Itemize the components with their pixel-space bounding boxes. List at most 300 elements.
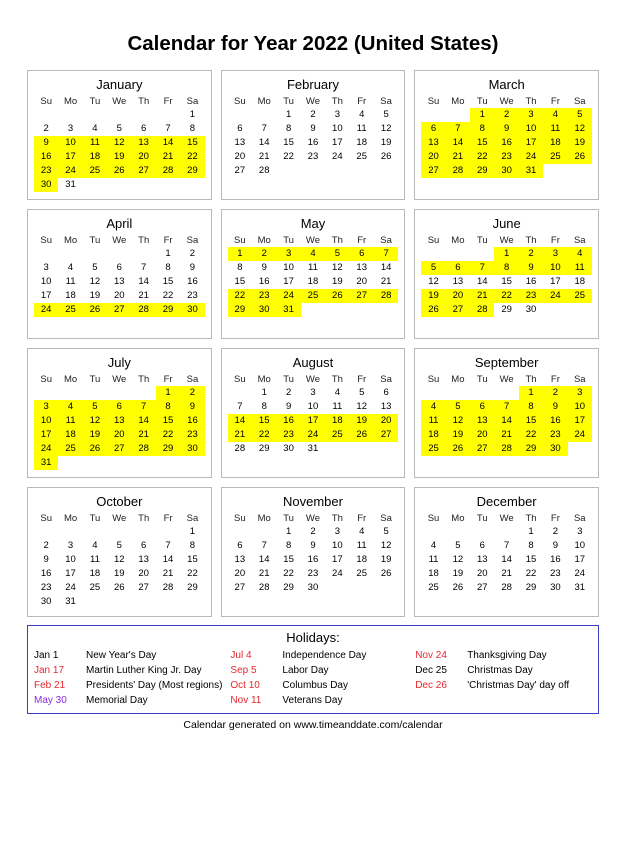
day-cell[interactable]: 5	[83, 400, 107, 414]
day-cell[interactable]: 28	[156, 164, 180, 178]
day-cell[interactable]: 31	[519, 164, 543, 178]
day-cell[interactable]: 27	[132, 164, 156, 178]
day-cell[interactable]: 30	[34, 178, 58, 192]
day-cell[interactable]: 10	[283, 262, 294, 273]
day-cell[interactable]: 9	[552, 540, 559, 551]
day-cell[interactable]: 4	[430, 540, 437, 551]
day-cell[interactable]: 16	[180, 414, 204, 428]
day-cell[interactable]: 8	[156, 400, 180, 414]
day-cell[interactable]: 5	[325, 247, 349, 261]
day-cell[interactable]: 11	[332, 401, 343, 412]
day-cell[interactable]: 16	[307, 554, 319, 565]
day-cell[interactable]: 10	[543, 261, 567, 275]
day-cell[interactable]: 23	[40, 582, 52, 593]
day-cell[interactable]: 30	[525, 304, 537, 315]
day-cell[interactable]: 4	[421, 400, 445, 414]
day-cell[interactable]: 30	[543, 442, 567, 456]
day-cell[interactable]: 23	[519, 289, 543, 303]
day-cell[interactable]: 7	[261, 123, 267, 134]
day-cell[interactable]: 4	[301, 247, 325, 261]
day-cell[interactable]: 27	[350, 289, 374, 303]
day-cell[interactable]: 18	[65, 290, 76, 301]
day-cell[interactable]: 26	[107, 164, 131, 178]
day-cell[interactable]: 15	[525, 554, 537, 565]
day-cell[interactable]: 31	[307, 443, 319, 454]
day-cell[interactable]: 2	[519, 247, 543, 261]
day-cell[interactable]: 16	[258, 276, 270, 287]
day-cell[interactable]: 22	[470, 150, 494, 164]
day-cell[interactable]: 19	[421, 289, 445, 303]
day-cell[interactable]: 15	[162, 276, 174, 287]
day-cell[interactable]: 15	[252, 414, 276, 428]
day-cell[interactable]: 28	[132, 442, 156, 456]
day-cell[interactable]: 13	[107, 414, 131, 428]
day-cell[interactable]: 9	[494, 122, 518, 136]
day-cell[interactable]: 16	[276, 414, 300, 428]
day-cell[interactable]: 16	[34, 150, 58, 164]
day-cell[interactable]: 31	[65, 596, 76, 607]
day-cell[interactable]: 7	[374, 247, 398, 261]
day-cell[interactable]: 10	[332, 540, 343, 551]
day-cell[interactable]: 21	[258, 568, 270, 579]
day-cell[interactable]: 11	[356, 123, 367, 134]
day-cell[interactable]: 5	[92, 262, 98, 273]
day-cell[interactable]: 9	[34, 136, 58, 150]
day-cell[interactable]: 12	[380, 540, 392, 551]
day-cell[interactable]: 5	[421, 261, 445, 275]
day-cell[interactable]: 20	[132, 150, 156, 164]
day-cell[interactable]: 23	[34, 164, 58, 178]
day-cell[interactable]: 8	[285, 123, 292, 134]
day-cell[interactable]: 11	[90, 554, 100, 565]
day-cell[interactable]: 10	[519, 122, 543, 136]
day-cell[interactable]: 3	[34, 400, 58, 414]
day-cell[interactable]: 29	[180, 164, 204, 178]
day-cell[interactable]: 1	[228, 247, 252, 261]
day-cell[interactable]: 20	[421, 150, 445, 164]
day-cell[interactable]: 15	[283, 554, 294, 565]
day-cell[interactable]: 18	[356, 137, 367, 148]
day-cell[interactable]: 6	[107, 400, 131, 414]
day-cell[interactable]: 20	[107, 428, 131, 442]
day-cell[interactable]: 10	[34, 414, 58, 428]
day-cell[interactable]: 26	[568, 150, 592, 164]
day-cell[interactable]: 24	[276, 289, 300, 303]
day-cell[interactable]: 28	[258, 582, 270, 593]
day-cell[interactable]: 12	[332, 262, 343, 273]
day-cell[interactable]: 29	[525, 582, 537, 593]
day-cell[interactable]: 26	[83, 442, 107, 456]
day-cell[interactable]: 7	[237, 401, 243, 412]
day-cell[interactable]: 11	[58, 414, 82, 428]
day-cell[interactable]: 20	[234, 151, 246, 162]
day-cell[interactable]: 7	[446, 122, 470, 136]
day-cell[interactable]: 29	[156, 303, 180, 317]
day-cell[interactable]: 15	[283, 137, 294, 148]
day-cell[interactable]: 11	[421, 414, 445, 428]
day-cell[interactable]: 18	[574, 276, 586, 287]
day-cell[interactable]: 17	[283, 276, 294, 287]
day-cell[interactable]: 18	[543, 136, 567, 150]
day-cell[interactable]: 29	[519, 442, 543, 456]
day-cell[interactable]: 6	[470, 400, 494, 414]
day-cell[interactable]: 1	[285, 109, 292, 120]
day-cell[interactable]: 1	[528, 526, 534, 537]
day-cell[interactable]: 23	[180, 428, 204, 442]
day-cell[interactable]: 14	[228, 414, 252, 428]
day-cell[interactable]: 3	[276, 247, 300, 261]
day-cell[interactable]: 12	[89, 276, 101, 287]
day-cell[interactable]: 8	[519, 400, 543, 414]
day-cell[interactable]: 6	[237, 540, 243, 551]
day-cell[interactable]: 1	[156, 386, 180, 400]
day-cell[interactable]: 6	[383, 387, 389, 398]
day-cell[interactable]: 2	[43, 540, 49, 551]
day-cell[interactable]: 8	[189, 540, 196, 551]
day-cell[interactable]: 19	[568, 136, 592, 150]
day-cell[interactable]: 8	[528, 540, 534, 551]
day-cell[interactable]: 28	[494, 442, 518, 456]
day-cell[interactable]: 7	[132, 400, 156, 414]
day-cell[interactable]: 15	[501, 276, 512, 287]
day-cell[interactable]: 1	[285, 526, 292, 537]
day-cell[interactable]: 26	[446, 442, 470, 456]
day-cell[interactable]: 1	[519, 386, 543, 400]
day-cell[interactable]: 31	[34, 456, 58, 470]
day-cell[interactable]: 8	[261, 401, 267, 412]
day-cell[interactable]: 1	[494, 247, 518, 261]
day-cell[interactable]: 20	[470, 428, 494, 442]
day-cell[interactable]: 29	[501, 304, 512, 315]
day-cell[interactable]: 7	[261, 540, 267, 551]
day-cell[interactable]: 1	[165, 248, 171, 259]
day-cell[interactable]: 17	[519, 136, 543, 150]
day-cell[interactable]: 30	[180, 442, 204, 456]
day-cell[interactable]: 23	[276, 428, 300, 442]
day-cell[interactable]: 9	[543, 400, 567, 414]
day-cell[interactable]: 16	[307, 137, 319, 148]
day-cell[interactable]: 1	[261, 387, 267, 398]
day-cell[interactable]: 16	[525, 276, 537, 287]
day-cell[interactable]: 9	[180, 400, 204, 414]
day-cell[interactable]: 19	[89, 290, 101, 301]
day-cell[interactable]: 10	[65, 554, 76, 565]
day-cell[interactable]: 23	[494, 150, 518, 164]
day-cell[interactable]: 3	[43, 262, 49, 273]
day-cell[interactable]: 27	[234, 165, 246, 176]
day-cell[interactable]: 23	[307, 568, 319, 579]
day-cell[interactable]: 8	[189, 123, 196, 134]
day-cell[interactable]: 25	[356, 151, 367, 162]
day-cell[interactable]: 5	[568, 108, 592, 122]
day-cell[interactable]: 16	[187, 276, 198, 287]
day-cell[interactable]: 18	[428, 568, 439, 579]
day-cell[interactable]: 11	[568, 261, 592, 275]
day-cell[interactable]: 3	[519, 108, 543, 122]
day-cell[interactable]: 9	[519, 261, 543, 275]
day-cell[interactable]: 30	[180, 303, 204, 317]
day-cell[interactable]: 9	[261, 262, 267, 273]
day-cell[interactable]: 19	[350, 414, 374, 428]
day-cell[interactable]: 21	[380, 276, 392, 287]
day-cell[interactable]: 3	[334, 109, 340, 120]
day-cell[interactable]: 27	[138, 582, 149, 593]
day-cell[interactable]: 24	[568, 428, 592, 442]
day-cell[interactable]: 22	[156, 428, 180, 442]
day-cell[interactable]: 13	[132, 136, 156, 150]
day-cell[interactable]: 5	[359, 387, 365, 398]
day-cell[interactable]: 22	[162, 290, 174, 301]
day-cell[interactable]: 3	[577, 526, 583, 537]
day-cell[interactable]: 13	[234, 554, 246, 565]
day-cell[interactable]: 26	[350, 428, 374, 442]
day-cell[interactable]: 4	[67, 262, 74, 273]
day-cell[interactable]: 29	[228, 303, 252, 317]
day-cell[interactable]: 15	[180, 136, 204, 150]
day-cell[interactable]: 16	[40, 568, 52, 579]
day-cell[interactable]: 25	[83, 164, 107, 178]
day-cell[interactable]: 10	[332, 123, 343, 134]
day-cell[interactable]: 27	[421, 164, 445, 178]
day-cell[interactable]: 31	[65, 179, 76, 190]
day-cell[interactable]: 21	[494, 428, 518, 442]
day-cell[interactable]: 6	[116, 262, 122, 273]
day-cell[interactable]: 19	[446, 428, 470, 442]
day-cell[interactable]: 2	[494, 108, 518, 122]
day-cell[interactable]: 28	[162, 582, 174, 593]
day-cell[interactable]: 8	[470, 122, 494, 136]
day-cell[interactable]: 2	[552, 526, 559, 537]
day-cell[interactable]: 17	[332, 554, 343, 565]
day-cell[interactable]: 4	[58, 400, 82, 414]
day-cell[interactable]: 14	[380, 262, 392, 273]
day-cell[interactable]: 10	[574, 540, 586, 551]
day-cell[interactable]: 5	[383, 109, 389, 120]
day-cell[interactable]: 25	[58, 303, 82, 317]
day-cell[interactable]: 23	[307, 151, 319, 162]
day-cell[interactable]: 5	[116, 123, 122, 134]
day-cell[interactable]: 20	[356, 276, 367, 287]
day-cell[interactable]: 30	[283, 443, 294, 454]
day-cell[interactable]: 31	[574, 582, 586, 593]
day-cell[interactable]: 17	[568, 414, 592, 428]
day-cell[interactable]: 24	[332, 151, 343, 162]
day-cell[interactable]: 20	[374, 414, 398, 428]
day-cell[interactable]: 28	[234, 443, 246, 454]
day-cell[interactable]: 14	[258, 554, 270, 565]
day-cell[interactable]: 17	[65, 568, 76, 579]
day-cell[interactable]: 3	[310, 387, 316, 398]
day-cell[interactable]: 18	[421, 428, 445, 442]
day-cell[interactable]: 2	[180, 386, 204, 400]
day-cell[interactable]: 2	[252, 247, 276, 261]
day-cell[interactable]: 20	[114, 290, 125, 301]
day-cell[interactable]: 22	[228, 289, 252, 303]
day-cell[interactable]: 17	[550, 276, 561, 287]
day-cell[interactable]: 22	[187, 568, 198, 579]
day-cell[interactable]: 13	[470, 414, 494, 428]
day-cell[interactable]: 2	[189, 248, 196, 259]
day-cell[interactable]: 12	[568, 122, 592, 136]
day-cell[interactable]: 14	[476, 276, 488, 287]
day-cell[interactable]: 22	[283, 151, 294, 162]
day-cell[interactable]: 9	[310, 123, 316, 134]
day-cell[interactable]: 15	[470, 136, 494, 150]
day-cell[interactable]: 22	[525, 568, 537, 579]
day-cell[interactable]: 3	[543, 247, 567, 261]
day-cell[interactable]: 24	[34, 303, 58, 317]
day-cell[interactable]: 14	[446, 136, 470, 150]
day-cell[interactable]: 12	[83, 414, 107, 428]
day-cell[interactable]: 28	[501, 582, 512, 593]
day-cell[interactable]: 25	[301, 289, 325, 303]
day-cell[interactable]: 23	[543, 428, 567, 442]
day-cell[interactable]: 27	[470, 442, 494, 456]
day-cell[interactable]: 18	[356, 554, 367, 565]
day-cell[interactable]: 25	[421, 442, 445, 456]
day-cell[interactable]: 30	[550, 582, 561, 593]
day-cell[interactable]: 26	[114, 582, 125, 593]
day-cell[interactable]: 21	[470, 289, 494, 303]
day-cell[interactable]: 11	[543, 122, 567, 136]
day-cell[interactable]: 26	[325, 289, 349, 303]
day-cell[interactable]: 6	[479, 540, 485, 551]
day-cell[interactable]: 19	[380, 554, 392, 565]
day-cell[interactable]: 17	[40, 290, 52, 301]
day-cell[interactable]: 3	[67, 123, 74, 134]
day-cell[interactable]: 24	[65, 582, 76, 593]
day-cell[interactable]: 31	[276, 303, 300, 317]
day-cell[interactable]: 25	[543, 150, 567, 164]
day-cell[interactable]: 11	[428, 554, 439, 565]
day-cell[interactable]: 27	[107, 303, 131, 317]
day-cell[interactable]: 24	[519, 150, 543, 164]
day-cell[interactable]: 17	[58, 150, 82, 164]
day-cell[interactable]: 28	[446, 164, 470, 178]
day-cell[interactable]: 27	[446, 303, 470, 317]
day-cell[interactable]: 25	[58, 442, 82, 456]
day-cell[interactable]: 29	[258, 443, 270, 454]
day-cell[interactable]: 14	[494, 414, 518, 428]
day-cell[interactable]: 13	[380, 401, 392, 412]
day-cell[interactable]: 30	[307, 582, 319, 593]
day-cell[interactable]: 27	[374, 428, 398, 442]
day-cell[interactable]: 3	[334, 526, 340, 537]
day-cell[interactable]: 26	[421, 303, 445, 317]
day-cell[interactable]: 21	[162, 568, 174, 579]
day-cell[interactable]: 13	[114, 276, 125, 287]
day-cell[interactable]: 22	[519, 428, 543, 442]
day-cell[interactable]: 7	[165, 540, 171, 551]
day-cell[interactable]: 1	[189, 526, 196, 537]
day-cell[interactable]: 16	[550, 554, 561, 565]
day-cell[interactable]: 13	[356, 262, 367, 273]
day-cell[interactable]: 22	[252, 428, 276, 442]
day-cell[interactable]: 14	[138, 276, 149, 287]
day-cell[interactable]: 14	[162, 554, 174, 565]
day-cell[interactable]: 14	[258, 137, 270, 148]
day-cell[interactable]: 19	[83, 428, 107, 442]
day-cell[interactable]: 13	[476, 554, 488, 565]
day-cell[interactable]: 13	[421, 136, 445, 150]
day-cell[interactable]: 7	[165, 123, 171, 134]
day-cell[interactable]: 12	[356, 401, 367, 412]
day-cell[interactable]: 12	[428, 276, 439, 287]
day-cell[interactable]: 19	[452, 568, 464, 579]
day-cell[interactable]: 14	[501, 554, 512, 565]
day-cell[interactable]: 6	[446, 261, 470, 275]
day-cell[interactable]: 26	[452, 582, 464, 593]
day-cell[interactable]: 3	[67, 540, 74, 551]
day-cell[interactable]: 21	[156, 150, 180, 164]
day-cell[interactable]: 1	[189, 109, 196, 120]
day-cell[interactable]: 7	[141, 262, 147, 273]
day-cell[interactable]: 6	[141, 123, 147, 134]
day-cell[interactable]: 22	[494, 289, 518, 303]
day-cell[interactable]: 11	[65, 276, 76, 287]
day-cell[interactable]: 17	[34, 428, 58, 442]
day-cell[interactable]: 22	[180, 150, 204, 164]
day-cell[interactable]: 15	[519, 414, 543, 428]
day-cell[interactable]: 24	[34, 442, 58, 456]
day-cell[interactable]: 28	[470, 303, 494, 317]
day-cell[interactable]: 19	[114, 568, 125, 579]
day-cell[interactable]: 25	[89, 582, 101, 593]
day-cell[interactable]: 3	[568, 386, 592, 400]
day-cell[interactable]: 7	[470, 261, 494, 275]
day-cell[interactable]: 8	[494, 261, 518, 275]
day-cell[interactable]: 12	[452, 554, 464, 565]
day-cell[interactable]: 9	[285, 401, 292, 412]
day-cell[interactable]: 10	[58, 136, 82, 150]
day-cell[interactable]: 16	[543, 414, 567, 428]
day-cell[interactable]: 9	[189, 262, 196, 273]
day-cell[interactable]: 4	[92, 540, 98, 551]
day-cell[interactable]: 21	[258, 151, 270, 162]
day-cell[interactable]: 24	[543, 289, 567, 303]
day-cell[interactable]: 22	[283, 568, 294, 579]
day-cell[interactable]: 14	[132, 414, 156, 428]
day-cell[interactable]: 18	[58, 428, 82, 442]
day-cell[interactable]: 21	[501, 568, 512, 579]
day-cell[interactable]: 13	[234, 137, 246, 148]
day-cell[interactable]: 20	[446, 289, 470, 303]
day-cell[interactable]: 17	[332, 137, 343, 148]
day-cell[interactable]: 5	[383, 526, 389, 537]
day-cell[interactable]: 18	[325, 414, 349, 428]
day-cell[interactable]: 8	[285, 540, 292, 551]
day-cell[interactable]: 6	[141, 540, 147, 551]
day-cell[interactable]: 19	[107, 150, 131, 164]
day-cell[interactable]: 29	[156, 442, 180, 456]
day-cell[interactable]: 18	[89, 568, 101, 579]
day-cell[interactable]: 27	[234, 582, 246, 593]
day-cell[interactable]: 24	[332, 568, 343, 579]
day-cell[interactable]: 12	[114, 554, 125, 565]
day-cell[interactable]: 4	[543, 108, 567, 122]
day-cell[interactable]: 11	[308, 262, 318, 273]
day-cell[interactable]: 11	[83, 136, 107, 150]
day-cell[interactable]: 25	[568, 289, 592, 303]
day-cell[interactable]: 23	[550, 568, 561, 579]
day-cell[interactable]: 10	[307, 401, 319, 412]
day-cell[interactable]: 29	[187, 582, 198, 593]
day-cell[interactable]: 18	[307, 276, 319, 287]
day-cell[interactable]: 20	[234, 568, 246, 579]
day-cell[interactable]: 26	[380, 568, 392, 579]
day-cell[interactable]: 21	[228, 428, 252, 442]
day-cell[interactable]: 20	[476, 568, 488, 579]
